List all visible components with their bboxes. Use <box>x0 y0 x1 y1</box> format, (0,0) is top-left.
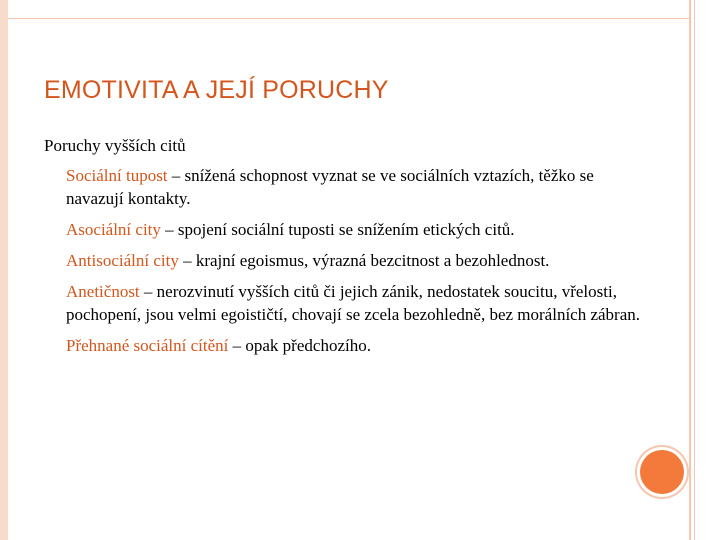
list-item <box>66 249 644 272</box>
lead-text: Poruchy vyšších citů <box>44 136 186 155</box>
item-text: – snížená schopnost vyznat se ve sociálních vztazích, těžko se navazují kontakty. <box>66 166 594 208</box>
slide-content <box>44 134 644 365</box>
list-item <box>66 334 644 357</box>
list-item <box>66 280 644 326</box>
item-term: Anetičnost <box>66 282 140 301</box>
frame-top-line <box>8 18 689 19</box>
frame-right-line-outer <box>689 0 691 540</box>
item-term: Sociální tupost <box>66 166 168 185</box>
frame-right-line-inner <box>694 0 695 540</box>
item-text: – krajní egoismus, výrazná bezcitnost a bezohlednost. <box>178 251 550 270</box>
item-text: – nerozvinutí vyšších citů či jejich zánik, nedostatek soucitu, vřelosti, pochopení, jsou velmi egoističtí, chovají se zcela bezohledně, bez morálních zábran. <box>66 282 641 324</box>
item-text: – spojení sociální tuposti se snížením etických citů. <box>160 220 515 239</box>
item-term: Asociální city <box>66 220 161 239</box>
list-item <box>66 218 644 241</box>
item-term: Přehnané sociální cítění <box>66 336 229 355</box>
item-term: Antisociální city <box>66 251 179 270</box>
slide-title: EMOTIVITA A JEJÍ PORUCHY <box>44 76 389 104</box>
frame-left-bar <box>0 0 8 540</box>
item-text: – opak předchozího. <box>228 336 371 355</box>
list-item <box>66 164 644 210</box>
decorative-circle <box>640 450 684 494</box>
